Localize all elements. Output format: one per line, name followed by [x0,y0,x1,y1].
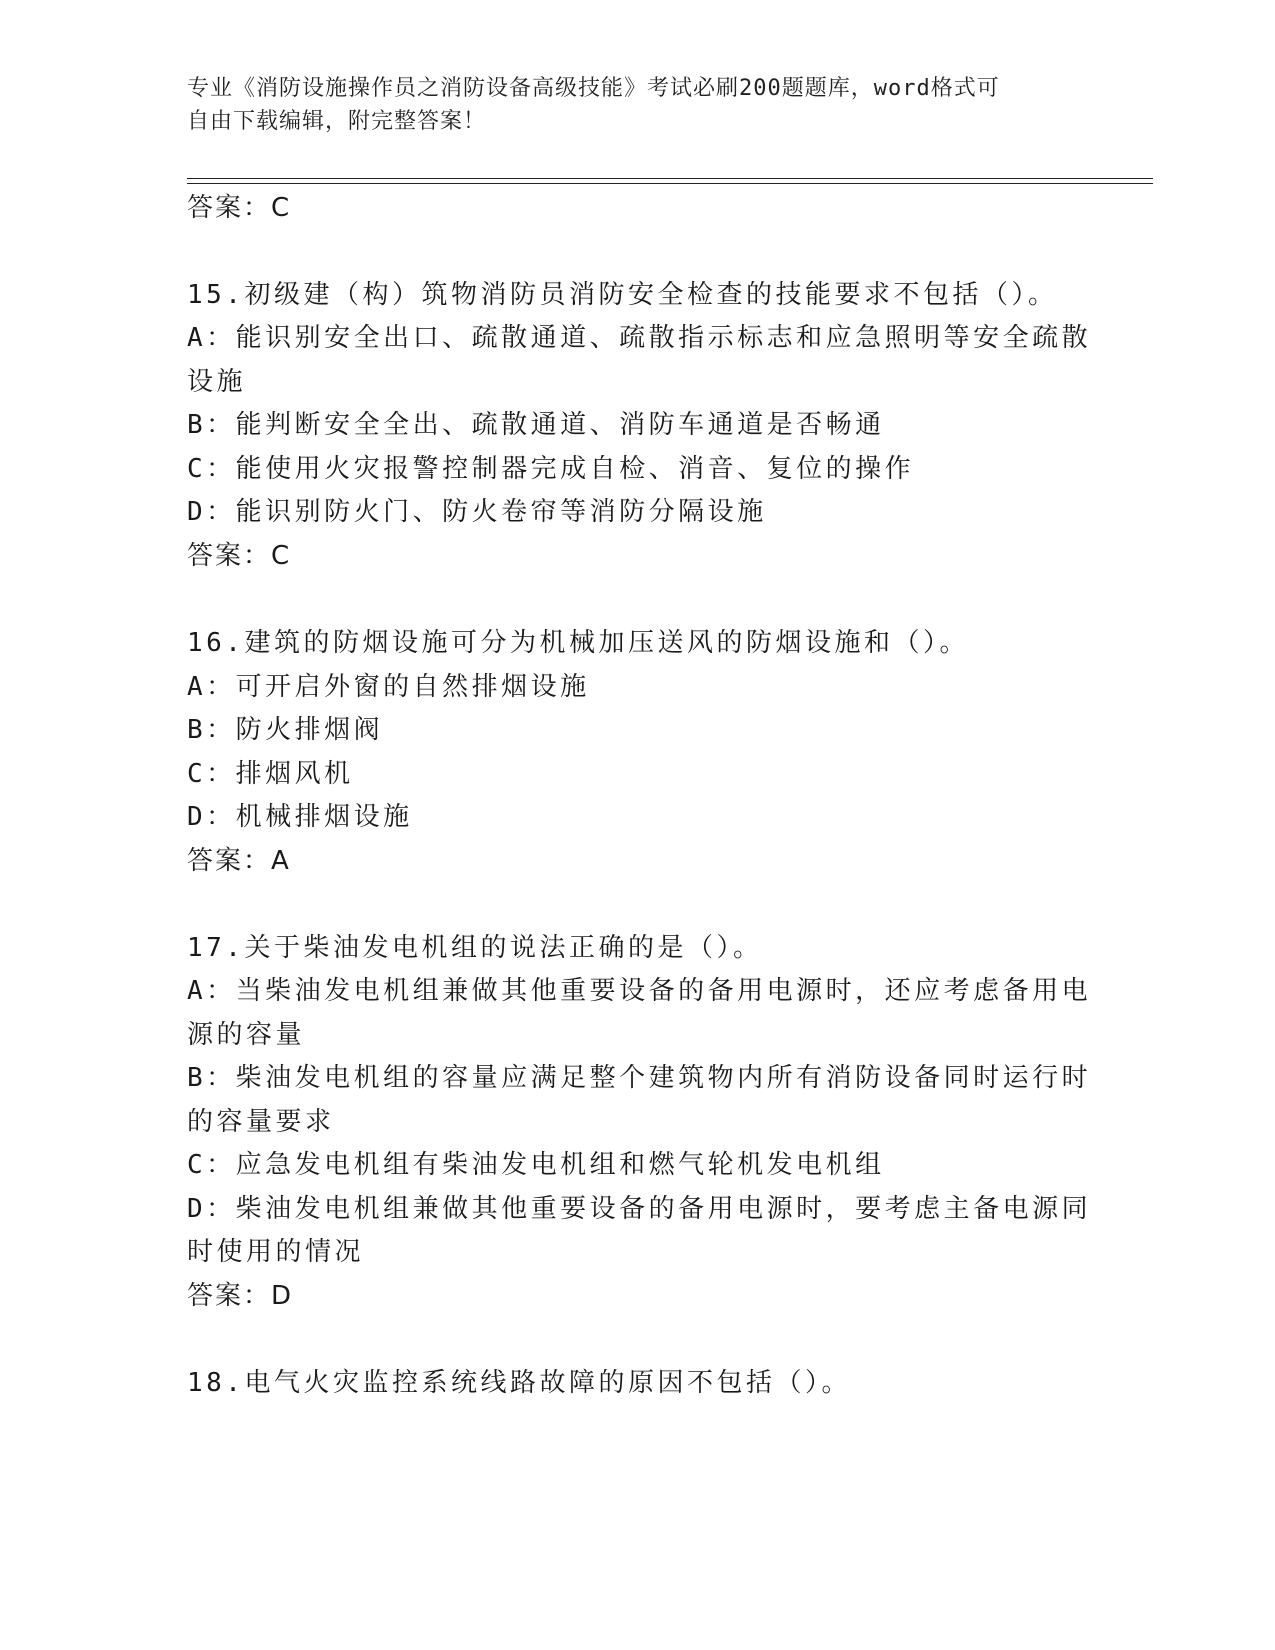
question-17-option-c: C：应急发电机组有柴油发电机组和燃气轮机发电机组 [187,1150,885,1180]
question-16-option-c: C：排烟风机 [187,759,354,789]
question-16-option-a: A：可开启外窗的自然排烟设施 [187,672,590,702]
question-15-answer: 答案：C [187,541,292,571]
header-line-2: 自由下载编辑，附完整答案！ [187,109,487,134]
question-16-text: 16.建筑的防烟设施可分为机械加压送风的防烟设施和（）。 [187,628,969,658]
question-18-text: 18.电气火灾监控系统线路故障的原因不包括（）。 [187,1368,851,1398]
question-17-option-b-line-1: B：柴油发电机组的容量应满足整个建筑物内所有消防设备同时运行时 [187,1063,1092,1093]
question-15-option-c: C：能使用火灾报警控制器完成自检、消音、复位的操作 [187,454,915,484]
document-header [187,72,1067,138]
header-line-1: 专业《消防设施操作员之消防设备高级技能》考试必刷200题题库，word格式可 [187,76,1000,101]
question-16-answer: 答案：A [187,846,291,876]
question-15-option-a-line-1: A：能识别安全出口、疏散通道、疏散指示标志和应急照明等安全疏散 [187,323,1092,353]
question-15-option-a-line-2: 设施 [187,367,247,397]
question-16-option-b: B：防火排烟阀 [187,715,384,745]
question-16-option-d: D：机械排烟设施 [187,802,413,832]
question-17-option-a-line-2: 源的容量 [187,1020,306,1050]
header-divider-top [187,178,1153,179]
question-17-option-b-line-2: 的容量要求 [187,1107,335,1137]
question-17-text: 17.关于柴油发电机组的说法正确的是（）。 [187,933,763,963]
question-17-answer: 答案：D [187,1281,294,1311]
question-15-option-d: D：能识别防火门、防火卷帘等消防分隔设施 [187,497,767,527]
question-15-text: 15.初级建（构）筑物消防员消防安全检查的技能要求不包括（）。 [187,280,1058,310]
question-17-option-d-line-2: 时使用的情况 [187,1237,365,1267]
header-divider-bottom [187,183,1153,184]
previous-answer: 答案：C [187,193,292,223]
question-17-option-a-line-1: A：当柴油发电机组兼做其他重要设备的备用电源时，还应考虑备用电 [187,976,1092,1006]
question-15-option-b: B：能判断安全全出、疏散通道、消防车通道是否畅通 [187,410,885,440]
question-17-option-d-line-1: D：柴油发电机组兼做其他重要设备的备用电源时，要考虑主备电源同 [187,1194,1092,1224]
